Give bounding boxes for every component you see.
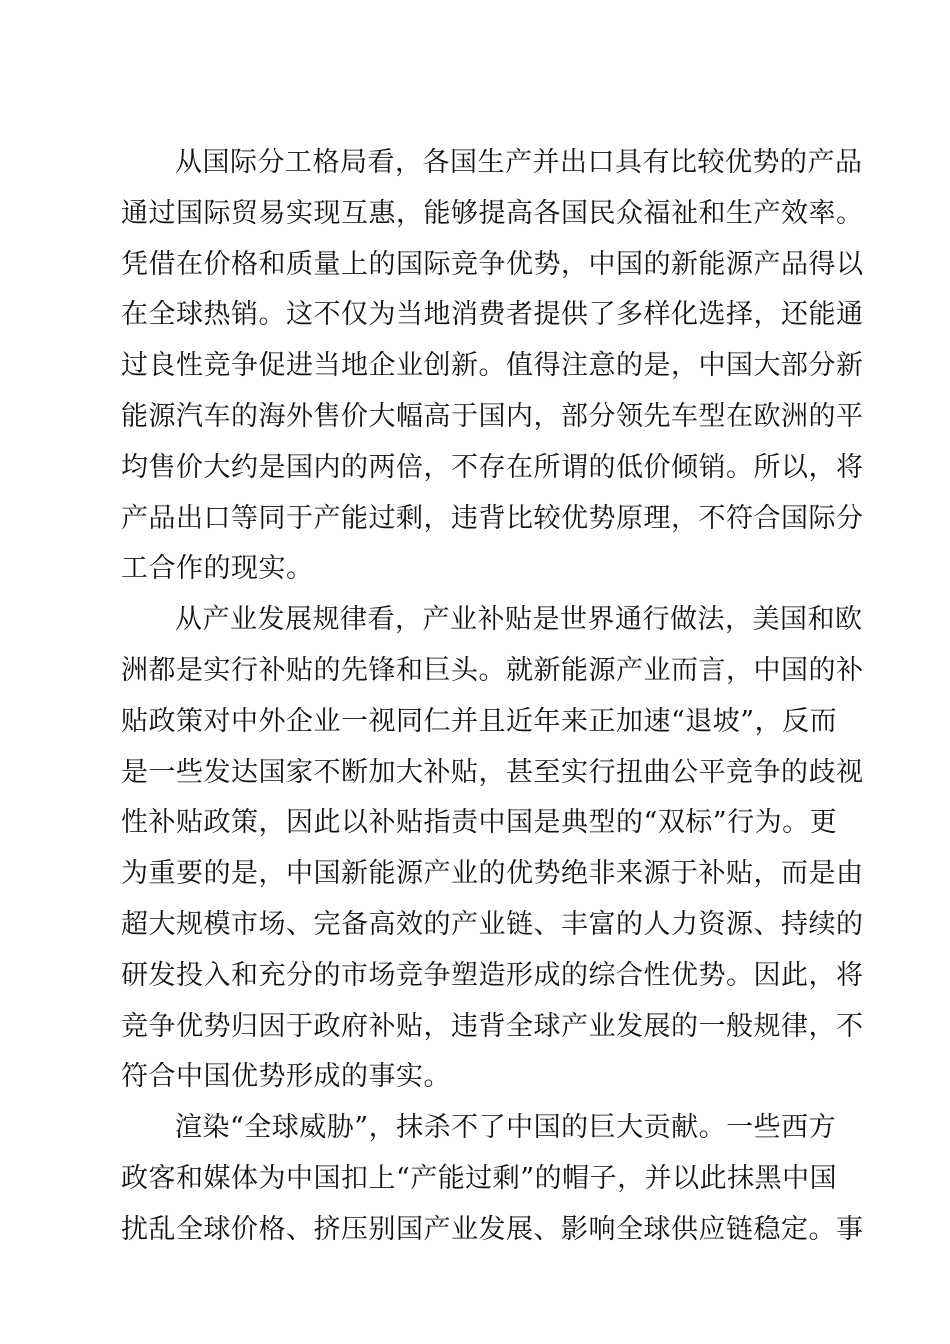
paragraph-line: 产品出口等同于产能过剩，违背比较优势原理，不符合国际分	[121, 502, 864, 534]
paragraph-line: 均售价大约是国内的两倍，不存在所谓的低价倾销。所以，将	[121, 451, 864, 483]
paragraph-line: 洲都是实行补贴的先锋和巨头。就新能源产业而言，中国的补	[121, 654, 864, 686]
paragraph-2	[121, 595, 864, 1103]
paragraph-line: 能源汽车的海外售价大幅高于国内，部分领先车型在欧洲的平	[121, 400, 864, 432]
paragraph-line: 扰乱全球价格、挤压别国产业发展、影响全球供应链稳定。事	[121, 1213, 864, 1245]
paragraph-line: 竞争优势归因于政府补贴，违背全球产业发展的一般规律，不	[121, 1010, 864, 1042]
paragraph-line: 为重要的是，中国新能源产业的优势绝非来源于补贴，而是由	[121, 858, 864, 890]
paragraph-line: 在全球热销。这不仅为当地消费者提供了多样化选择，还能通	[121, 299, 864, 331]
paragraph-line: 渲染“全球威胁”，抹杀不了中国的巨大贡献。一些西方	[175, 1112, 837, 1144]
paragraph-line: 研发投入和充分的市场竞争塑造形成的综合性优势。因此，将	[121, 959, 864, 991]
paragraph-line: 性补贴政策，因此以补贴指责中国是典型的“双标”行为。更	[121, 807, 838, 839]
paragraph-1	[121, 138, 864, 595]
paragraph-3	[121, 1103, 864, 1255]
paragraph-line: 贴政策对中外企业一视同仁并且近年来正加速“退坡”，反而	[121, 705, 838, 737]
paragraph-line: 通过国际贸易实现互惠，能够提高各国民众福祉和生产效率。	[121, 197, 864, 229]
paragraph-line: 凭借在价格和质量上的国际竞争优势，中国的新能源产品得以	[121, 248, 864, 280]
paragraph-line: 工合作的现实。	[121, 553, 314, 585]
paragraph-line: 从国际分工格局看，各国生产并出口具有比较优势的产品	[175, 147, 863, 178]
paragraph-line: 超大规模市场、完备高效的产业链、丰富的人力资源、持续的	[121, 908, 864, 940]
paragraph-line: 过良性竞争促进当地企业创新。值得注意的是，中国大部分新	[121, 350, 864, 382]
paragraph-line: 从产业发展规律看，产业补贴是世界通行做法，美国和欧	[175, 604, 863, 636]
paragraph-line: 是一些发达国家不断加大补贴，甚至实行扭曲公平竞争的歧视	[121, 756, 864, 788]
body-text	[121, 138, 864, 1256]
paragraph-line: 符合中国优势形成的事实。	[121, 1061, 451, 1093]
paragraph-line: 政客和媒体为中国扣上“产能过剩”的帽子，并以此抹黑中国	[121, 1162, 838, 1194]
